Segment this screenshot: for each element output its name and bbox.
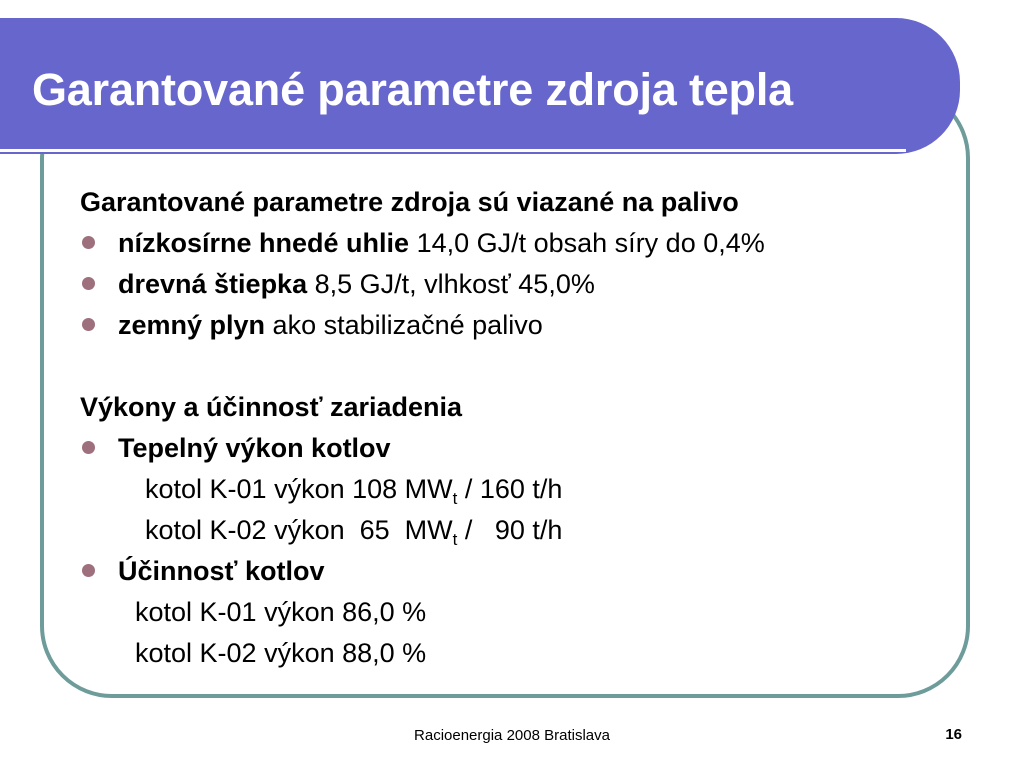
bullet-icon [82, 441, 95, 454]
fuel-detail: 14,0 GJ/t obsah síry do 0,4% [409, 228, 765, 258]
title-band [0, 18, 960, 154]
bullet-icon [82, 277, 95, 290]
output-heading: Tepelný výkon kotlov [118, 433, 391, 463]
footer-text: Racioenergia 2008 Bratislava [414, 727, 610, 744]
boiler-efficiency-line: kotol K-01 výkon 86,0 % [135, 597, 427, 627]
fuel-name: drevná štiepka [118, 269, 308, 299]
bullet-icon [82, 236, 95, 249]
list-item [80, 264, 964, 305]
section2-heading: Výkony a účinnosť zariadenia [80, 392, 463, 422]
slide-title: Garantované parametre zdroja tepla [32, 64, 793, 115]
list-item [80, 305, 964, 346]
list-item [80, 223, 964, 264]
fuel-detail: ako stabilizačné palivo [265, 310, 543, 340]
page-number: 16 [945, 726, 962, 743]
boiler-efficiency-line: kotol K-02 výkon 88,0 % [135, 638, 427, 668]
fuel-name: nízkosírne hnedé uhlie [118, 228, 410, 258]
list-item [80, 551, 964, 592]
section1-heading: Garantované parametre zdroja sú viazané na palivo [80, 187, 739, 217]
bullet-icon [82, 564, 95, 577]
boiler-output-line: kotol K-02 výkon 65 $MW_t / 90$ t/h [145, 515, 563, 549]
efficiency-heading: Účinnosť kotlov [118, 556, 325, 586]
list-item [80, 428, 964, 469]
fuel-name: zemný plyn [118, 310, 266, 340]
slide-content [80, 182, 964, 674]
title-underline [0, 149, 906, 152]
fuel-detail: 8,5 GJ/t, vlhkosť 45,0% [307, 269, 595, 299]
bullet-icon [82, 318, 95, 331]
spacer [80, 346, 964, 387]
boiler-output-line: kotol K-01 výkon 108 $MW_t / 160$ t/h [145, 474, 563, 508]
